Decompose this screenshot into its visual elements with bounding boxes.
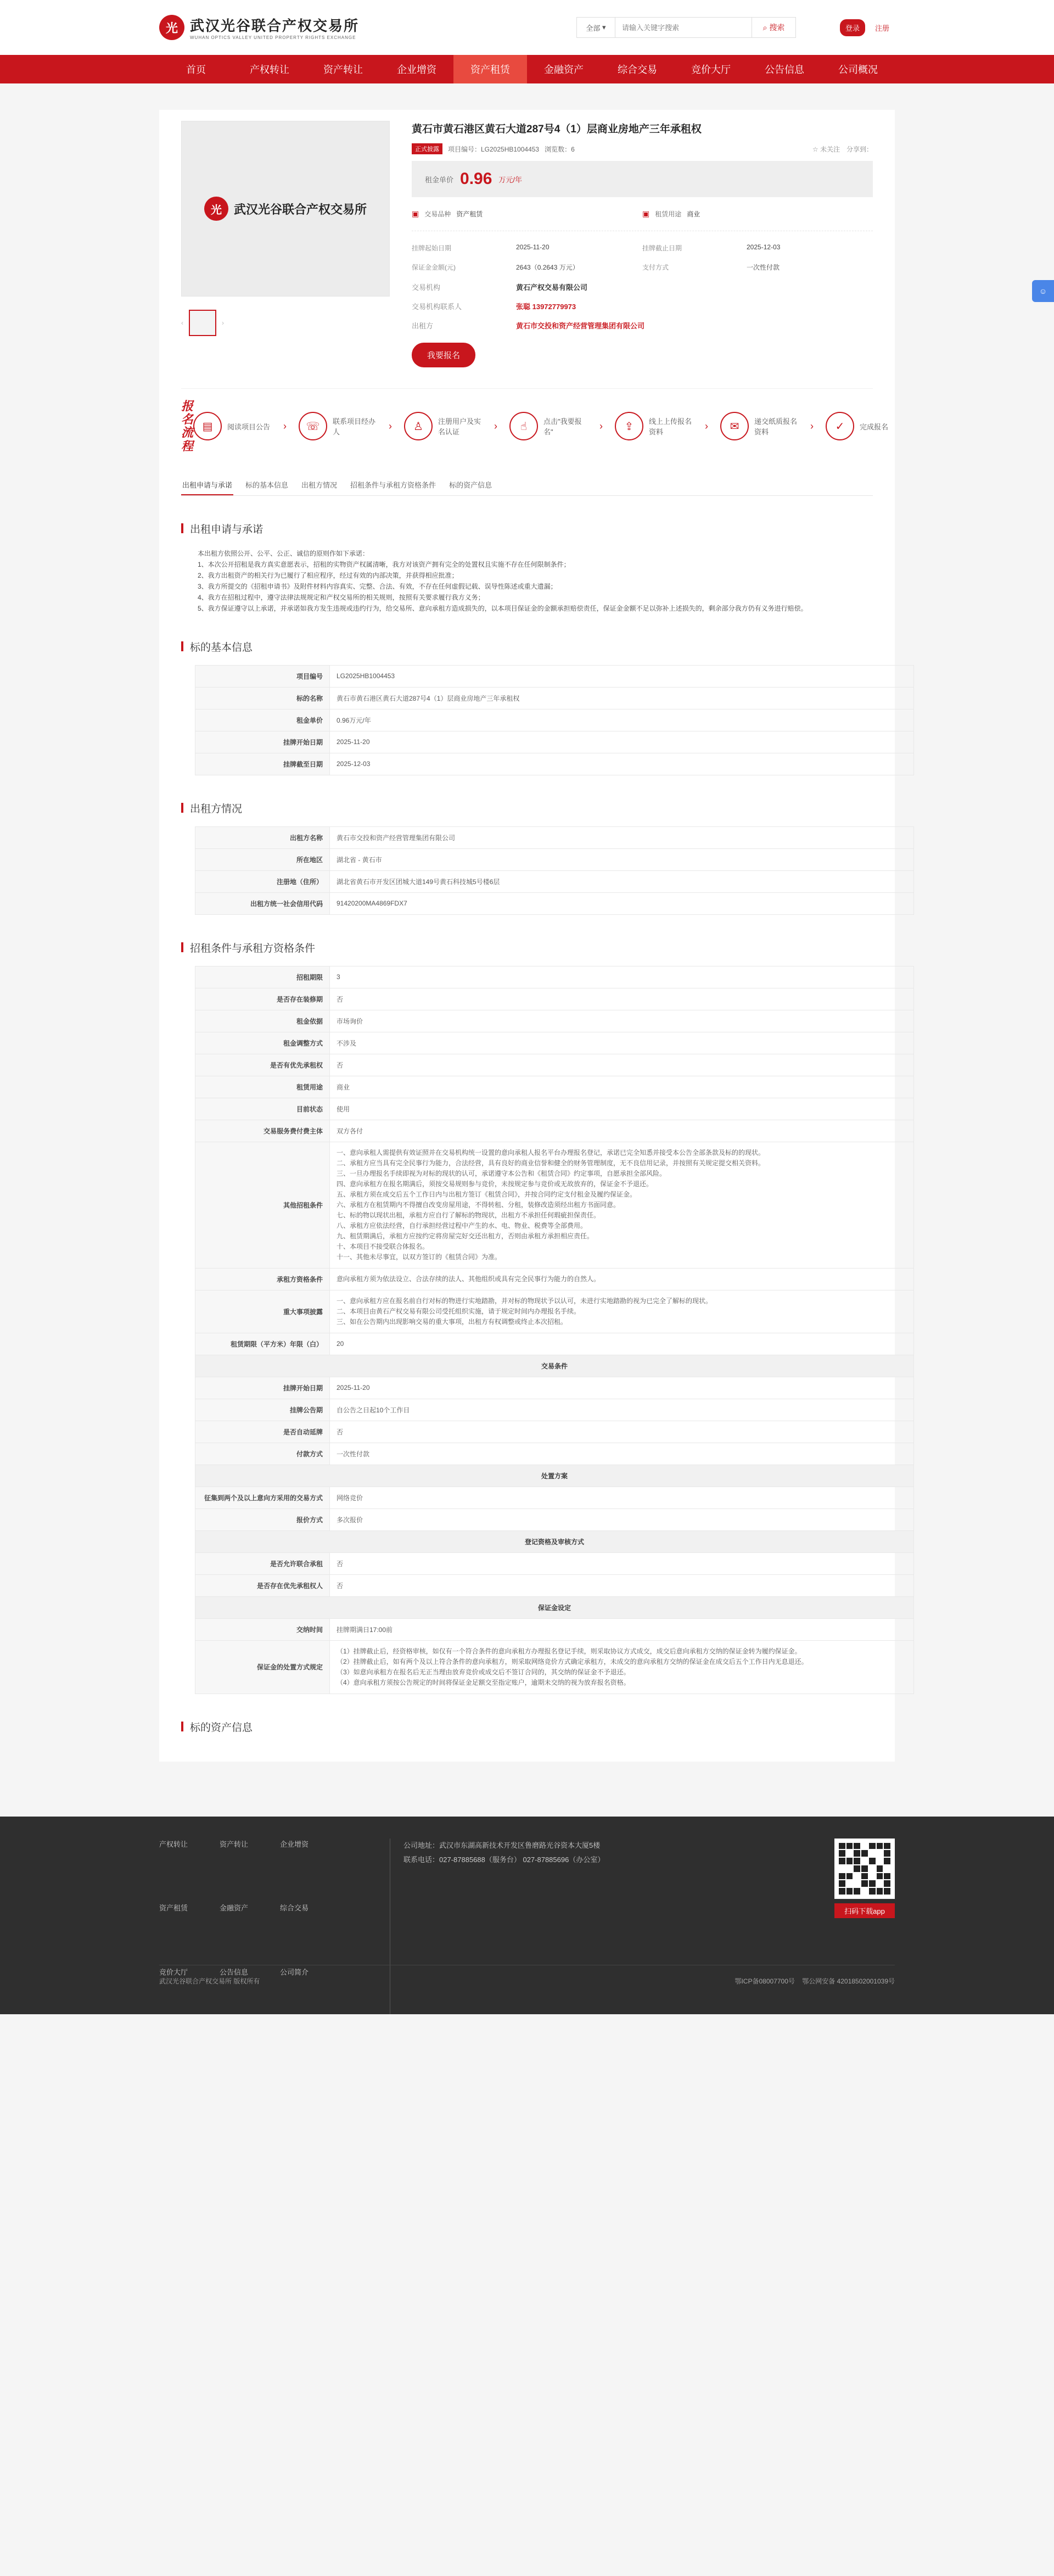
- row-value: 3: [330, 966, 914, 988]
- row-paragraph: （1）挂牌截止后，经资格审核，如仅有一个符合条件的意向承租方办理报名登记手续，则采取协议方式成交，成交后意向承租方交纳的保证金转为履约保证金。: [337, 1647, 801, 1655]
- field-label: 支付方式: [642, 264, 669, 271]
- row-value: 否: [330, 1552, 914, 1574]
- table-row: [195, 1098, 914, 1120]
- project-code: 项目编号：LG2025HB1004453: [448, 145, 540, 153]
- nav-item[interactable]: 综合交易: [618, 64, 657, 75]
- row-value: 20: [330, 1333, 914, 1355]
- image-gallery: [181, 121, 390, 367]
- project-main-image: [181, 121, 390, 297]
- table-group-header: 登记资格及审核方式: [195, 1530, 914, 1552]
- nav-item[interactable]: 公司概况: [838, 64, 878, 75]
- section-asset-info: [181, 1719, 873, 1734]
- register-button[interactable]: 注册: [870, 19, 895, 36]
- commitment-line: 本出租方依照公开、公平、公正、诚信的原则作如下承诺：: [198, 549, 369, 557]
- row-value: 市场询价: [330, 1010, 914, 1032]
- row-label: 租赁期限（平方米）年限（白）: [195, 1333, 330, 1355]
- field-value: 2643（0.2643 万元）: [516, 264, 579, 271]
- table-row: [195, 1054, 914, 1076]
- row-label: 是否存在装修期: [195, 988, 330, 1010]
- row-value: 双方各付: [330, 1120, 914, 1142]
- section-title: 出租方情况: [181, 801, 873, 815]
- row-label: 租赁用途: [195, 1076, 330, 1098]
- field-label: 挂牌起始日期: [412, 244, 452, 252]
- apply-button[interactable]: 我要报名: [412, 343, 475, 367]
- site-logo[interactable]: [159, 15, 359, 40]
- commitment-line: 1、本次公开招租是我方真实意愿表示，招租的实物资产权属清晰，我方对该资产拥有完全的处置权且实施不存在任何限制条件；: [198, 560, 570, 568]
- footer-link[interactable]: 综合交易: [280, 1904, 309, 1913]
- field-label: 保证金金额(元): [412, 264, 456, 271]
- image-logo-icon: 光: [204, 197, 228, 221]
- commitment-line: 2、我方出租资产的相关行为已履行了相应程序，经过有效的内部决策，并获得相应批准；: [198, 571, 458, 579]
- row-value: [330, 1142, 914, 1268]
- footer-phone: 联系电话：027-87885688（服务台） 027-87885696（办公室）: [403, 1855, 605, 1864]
- process-step-label: 线上上传报名资料: [649, 417, 692, 437]
- nav-item[interactable]: 竞价大厅: [691, 64, 731, 75]
- process-step: [615, 412, 693, 440]
- view-count: 浏览数：6: [545, 145, 575, 153]
- footer-link[interactable]: 公告信息: [220, 1968, 249, 1977]
- table-row: [195, 1399, 914, 1421]
- row-label: 保证金的处置方式规定: [195, 1640, 330, 1694]
- row-label: 付款方式: [195, 1443, 330, 1465]
- app-qr[interactable]: [834, 1839, 895, 2014]
- table-row: [195, 1010, 914, 1032]
- table-row: [195, 1290, 914, 1333]
- table-row: [195, 1640, 914, 1694]
- row-paragraph: 四、意向承租方在报名期满后，须按交易规则参与竞价，未按规定参与竞价或无故放弃的，保证金不予退还。: [337, 1180, 653, 1188]
- commitment-line: 4、我方在招租过程中，遵守法律法规规定和产权交易所的相关规则，按照有关要求履行我方义务；: [198, 593, 485, 601]
- row-paragraph: （2）挂牌截止后，如有两个及以上符合条件的意向承租方，则采取网络竞价方式确定承租方，未成交的意向承租方交纳的保证金在成交后五个工作日内无息退还。: [337, 1657, 808, 1666]
- share-label[interactable]: 分享到：: [846, 145, 873, 153]
- table-row: [195, 848, 914, 870]
- lessor-label: 出租方: [412, 322, 434, 330]
- process-step: [299, 412, 377, 440]
- footer-link[interactable]: 公司简介: [280, 1968, 309, 1977]
- row-label: 挂牌截至日期: [195, 753, 330, 775]
- row-label: 所在地区: [195, 848, 330, 870]
- footer-link[interactable]: 产权转让: [159, 1840, 188, 1848]
- process-step-icon: ☏: [299, 412, 327, 440]
- table-row: [195, 1377, 914, 1399]
- section-title: 出租申请与承诺: [181, 521, 873, 536]
- section-title: 标的基本信息: [181, 639, 873, 654]
- footer-link[interactable]: 资产租赁: [159, 1904, 188, 1913]
- gallery-thumbnail[interactable]: [189, 310, 216, 336]
- row-paragraph: 九、租赁期满后，承租方应按约定将房屋完好交还出租方，否则由承租方承担相应责任。: [337, 1232, 594, 1240]
- row-label: 招租期限: [195, 966, 330, 988]
- row-label: 是否自动延牌: [195, 1421, 330, 1443]
- row-label: 租金依据: [195, 1010, 330, 1032]
- row-paragraph: 二、承租方应当具有完全民事行为能力，合法经营，具有良好的商业信誉和健全的财务管理制度，无不良信用记录，并按照有关规定提交相关资料。: [337, 1159, 765, 1167]
- row-paragraph: 五、承租方须在成交后五个工作日内与出租方签订《租赁合同》，并按合同约定支付租金及履约保证金。: [337, 1190, 637, 1198]
- search-scope-select[interactable]: 全部 ▾: [577, 18, 615, 37]
- row-value: 2025-11-20: [330, 731, 914, 753]
- row-label: 承租方资格条件: [195, 1268, 330, 1290]
- row-label: 其他招租条件: [195, 1142, 330, 1268]
- table-header-row: [195, 1355, 914, 1377]
- table-row: [195, 1268, 914, 1290]
- logo-subtitle: WUHAN OPTICS VALLEY UNITED PROPERTY RIGHTS EXCHANGE: [190, 35, 356, 40]
- row-label: 出租方统一社会信用代码: [195, 892, 330, 914]
- table-row: [195, 870, 914, 892]
- project-info: [412, 121, 873, 367]
- row-paragraph: 十、本项目不接受联合体报名。: [337, 1242, 429, 1250]
- table-group-header: 保证金设定: [195, 1596, 914, 1618]
- section-basic-info: [181, 639, 873, 775]
- lessor-value[interactable]: 黄石市交投和资产经营管理集团有限公司: [516, 322, 645, 330]
- row-value: 不涉及: [330, 1032, 914, 1054]
- row-label: 标的名称: [195, 687, 330, 709]
- search-scope-value: 全部: [586, 24, 601, 32]
- table-header-row: [195, 1465, 914, 1487]
- price-box: [412, 161, 873, 197]
- process-step: [193, 412, 271, 440]
- row-paragraph: 三、一旦办理报名手续即视为对标的现状的认可，承诺遵守本公告和《租赁合同》约定事项，自愿承担全部风险。: [337, 1169, 666, 1177]
- tab-item[interactable]: 标的基本信息: [245, 480, 289, 489]
- table-header-row: [195, 1596, 914, 1618]
- row-label: 报价方式: [195, 1508, 330, 1530]
- table-row: [195, 1076, 914, 1098]
- org-value: 黄石产权交易有限公司: [516, 283, 588, 292]
- row-value: 黄石市黄石港区黄石大道287号4（1）层商业房地产三年承租权: [330, 687, 914, 709]
- table-row: [195, 1508, 914, 1530]
- row-value: 否: [330, 1054, 914, 1076]
- search-icon: ⌕: [763, 23, 767, 32]
- field-value: 2025-11-20: [516, 243, 550, 251]
- commitment-text: [181, 548, 873, 614]
- section-lessor: [181, 801, 873, 915]
- process-arrow-icon: ›: [389, 420, 393, 432]
- asset-type-label: 交易品种: [424, 210, 451, 218]
- row-value: 自公告之日起10个工作日: [330, 1399, 914, 1421]
- row-value: 多次报价: [330, 1508, 914, 1530]
- row-label: 租金单价: [195, 709, 330, 731]
- process-arrow-icon: ›: [283, 420, 287, 432]
- row-label: 是否有优先承租权: [195, 1054, 330, 1076]
- row-label: 征集到两个及以上意向方采用的交易方式: [195, 1487, 330, 1508]
- detail-tabs: [181, 475, 873, 496]
- row-value: [330, 1290, 914, 1333]
- asset-type-icon: ▣: [412, 209, 419, 218]
- row-paragraph: 七、标的物以现状出租，承租方应自行了解标的物现状，出租方不承担任何瑕疵担保责任。: [337, 1211, 601, 1219]
- commitment-line: 3、我方所提交的《招租申请书》及附件材料内容真实、完整、合法、有效，不存在任何虚假记载、误导性陈述或重大遗漏；: [198, 582, 557, 590]
- use-icon: ▣: [642, 209, 650, 218]
- contact-value: 张聪 13972779973: [516, 303, 576, 311]
- table-row: [195, 1443, 914, 1465]
- tab-item[interactable]: 出租方情况: [301, 480, 338, 489]
- section-commitment: [181, 521, 873, 614]
- search-button-label: 搜索: [769, 23, 785, 32]
- row-paragraph: 三、如在公告期内出现影响交易的重大事项，出租方有权调整或终止本次招租。: [337, 1317, 568, 1326]
- org-label: 交易机构: [412, 283, 441, 292]
- process-step: [720, 412, 798, 440]
- process-step-icon: ☝: [509, 412, 538, 440]
- table-row: [195, 1333, 914, 1355]
- row-value: 91420200MA4869FDX7: [330, 892, 914, 914]
- commitment-line: 5、我方保证遵守以上承诺，并承诺如我方发生违规或违约行为，给交易所、意向承租方造成损失的，以本项目保证金的金额承担赔偿责任，保证金金额不足以弥补上述损失的，剩余部分我方仍有义务进行赔偿。: [198, 604, 808, 612]
- project-card: [159, 110, 895, 1762]
- row-paragraph: （3）如意向承租方在报名后无正当理由放弃竞价或成交后不签订合同的，其交纳的保证金不予退还。: [337, 1668, 630, 1676]
- image-logo-title: 武汉光谷联合产权交易所: [233, 202, 367, 216]
- row-paragraph: 二、本项目由黄石产权交易有限公司受托组织实施，请于规定时间内办理报名手续。: [337, 1307, 581, 1315]
- table-row: [195, 826, 914, 848]
- project-title: 黄石市黄石港区黄石大道287号4（1）层商业房地产三年承租权: [412, 124, 702, 135]
- row-paragraph: 一、意向承租方应在报名前自行对标的物进行实地踏勘，并对标的物现状予以认可，未进行实地踏勘的视为已完全了解标的现状。: [337, 1297, 713, 1305]
- search-bar: [576, 17, 796, 38]
- search-input[interactable]: [615, 18, 752, 37]
- table-row: [195, 1032, 914, 1054]
- process-step-icon: ▤: [193, 412, 222, 440]
- row-label: 项目编号: [195, 665, 330, 687]
- nav-item[interactable]: 产权转让: [250, 64, 289, 75]
- footer-info: [390, 1839, 834, 2014]
- row-value: 使用: [330, 1098, 914, 1120]
- contact-label: 交易机构联系人: [412, 303, 462, 311]
- status-badge: 正式披露: [412, 143, 442, 154]
- row-value: 网络竞价: [330, 1487, 914, 1508]
- field-value: 一次性付款: [747, 264, 780, 271]
- row-value: 黄石市交投和资产经营管理集团有限公司: [330, 826, 914, 848]
- table-row: [195, 753, 914, 775]
- field-label: 挂牌截止日期: [642, 244, 682, 252]
- row-label: 交纳时间: [195, 1618, 330, 1640]
- nav-item[interactable]: 资产租赁: [453, 55, 527, 83]
- row-value: 0.96万元/年: [330, 709, 914, 731]
- footer-address: 公司地址：武汉市东湖高新技术开发区鲁磨路光谷资本大厦5楼: [403, 1841, 601, 1849]
- table-row: [195, 988, 914, 1010]
- row-paragraph: 六、承租方在租赁期内不得擅自改变房屋用途，不得转租、分租，装修改造须经出租方书面同意。: [337, 1200, 620, 1209]
- process-step: [509, 412, 587, 440]
- row-label: 是否存在优先承租权人: [195, 1574, 330, 1596]
- row-paragraph: （4）意向承租方须按公告规定的时间将保证金足额交至指定账户，逾期未交纳的视为放弃报名资格。: [337, 1678, 630, 1686]
- row-value: 商业: [330, 1076, 914, 1098]
- contact-info: [412, 282, 873, 331]
- table-row: [195, 665, 914, 687]
- footer-links: [159, 1839, 390, 2014]
- police-record[interactable]: 鄂公网安备 42018502001039号: [802, 1977, 895, 1985]
- process-step-icon: ♙: [404, 412, 433, 440]
- row-label: 注册地（住所）: [195, 870, 330, 892]
- process-step-label: 递交纸质报名资料: [754, 417, 798, 437]
- project-fields: [412, 243, 873, 272]
- table-header-row: [195, 1530, 914, 1552]
- process-step-label: 联系项目经办人: [333, 417, 376, 437]
- row-value: 意向承租方须为依法设立、合法存续的法人、其他组织或具有完全民事行为能力的自然人。: [330, 1268, 914, 1290]
- footer-link[interactable]: 资产转让: [220, 1840, 249, 1848]
- row-label: 重大事项披露: [195, 1290, 330, 1333]
- qr-download-label: 扫码下载app: [834, 1903, 895, 1918]
- section-title: 招租条件与承租方资格条件: [181, 940, 873, 955]
- table-row: [195, 1142, 914, 1268]
- price-unit: 万元/年: [498, 175, 523, 184]
- row-paragraph: 八、承租方应依法经营，自行承担经营过程中产生的水、电、物业、税费等全部费用。: [337, 1221, 587, 1230]
- price-label: 租金单价: [425, 175, 454, 184]
- row-value: 否: [330, 988, 914, 1010]
- row-value: [330, 1640, 914, 1694]
- registration-process: [181, 388, 889, 464]
- gallery-prev-icon[interactable]: ‹: [181, 319, 183, 327]
- row-label: 目前状态: [195, 1098, 330, 1120]
- table-row: [195, 1120, 914, 1142]
- row-label: 挂牌开始日期: [195, 731, 330, 753]
- row-value: 一次性付款: [330, 1443, 914, 1465]
- footer-link[interactable]: 金融资产: [220, 1904, 249, 1913]
- nav-item[interactable]: 公告信息: [765, 64, 804, 75]
- copyright: 武汉光谷联合产权交易所 版权所有: [159, 1977, 260, 1985]
- process-step-icon: ✉: [720, 412, 749, 440]
- process-arrow-icon: ›: [705, 420, 709, 432]
- row-paragraph: 一、意向承租人需提供有效证照并在交易机构统一设置的意向承租人报名平台办理报名登记，承诺已完全知悉并接受本公告全部条款及标的的现状。: [337, 1148, 765, 1156]
- process-step-label: 阅读项目公告: [227, 422, 271, 431]
- process-step-icon: ✓: [826, 412, 854, 440]
- row-label: 是否允许联合承租: [195, 1552, 330, 1574]
- process-arrow-icon: ›: [599, 420, 603, 432]
- row-label: 挂牌开始日期: [195, 1377, 330, 1399]
- table-row: [195, 1421, 914, 1443]
- row-value: 否: [330, 1574, 914, 1596]
- row-value: 否: [330, 1421, 914, 1443]
- nav-item[interactable]: 资产转让: [323, 64, 363, 75]
- row-label: 出租方名称: [195, 826, 330, 848]
- tab-item[interactable]: 出租申请与承诺: [181, 475, 233, 495]
- table-row: [195, 1552, 914, 1574]
- footer-link[interactable]: 企业增资: [280, 1840, 309, 1848]
- row-value: 2025-11-20: [330, 1377, 914, 1399]
- asset-type-value: 资产租赁: [456, 210, 483, 218]
- process-arrow-icon: ›: [494, 420, 498, 432]
- gallery-next-icon[interactable]: ›: [222, 319, 224, 327]
- section-conditions: [181, 940, 873, 1694]
- qr-code-icon: [834, 1839, 895, 1899]
- process-title: 报名流程: [181, 399, 194, 453]
- customer-service-icon[interactable]: ☺: [1032, 280, 1054, 302]
- row-value: 湖北省 - 黄石市: [330, 848, 914, 870]
- table-row: [195, 1487, 914, 1508]
- search-button[interactable]: [752, 18, 795, 37]
- process-step-label: 点击"我要报名": [543, 417, 582, 437]
- table-row: [195, 966, 914, 988]
- footer: [0, 1817, 1054, 2014]
- use-value: 商业: [687, 210, 700, 218]
- field-value: 2025-12-03: [747, 243, 781, 251]
- process-step: [826, 412, 904, 440]
- use-label: 租赁用途: [655, 210, 682, 218]
- nav-item[interactable]: 金融资产: [544, 64, 584, 75]
- table-row: [195, 687, 914, 709]
- row-value: 挂牌期满日17:00前: [330, 1618, 914, 1640]
- footer-link[interactable]: 竞价大厅: [159, 1968, 188, 1977]
- table-row: [195, 731, 914, 753]
- section-title: 标的资产信息: [181, 1719, 873, 1734]
- follow-button[interactable]: ☆ 未关注: [812, 145, 840, 153]
- logo-mark-icon: 光: [159, 15, 184, 40]
- table-row: [195, 1574, 914, 1596]
- nav-item[interactable]: 首页: [186, 64, 206, 75]
- tab-item[interactable]: 招租条件与承租方资格条件: [350, 480, 436, 489]
- row-paragraph: 十一、其他未尽事宜，以双方签订的《租赁合同》为准。: [337, 1253, 502, 1261]
- logo-title: 武汉光谷联合产权交易所: [190, 18, 360, 34]
- nav-item[interactable]: 企业增资: [397, 64, 436, 75]
- table-group-header: 交易条件: [195, 1355, 914, 1377]
- table-group-header: 处置方案: [195, 1465, 914, 1487]
- main-nav: [0, 55, 1054, 83]
- process-step: [404, 412, 482, 440]
- top-header: [0, 0, 1054, 55]
- table-row: [195, 709, 914, 731]
- process-step-icon: ⇪: [615, 412, 643, 440]
- row-label: 租金调整方式: [195, 1032, 330, 1054]
- price-value: 0.96: [460, 170, 492, 188]
- login-button[interactable]: 登录: [840, 19, 865, 36]
- table-row: [195, 1618, 914, 1640]
- tab-item[interactable]: 标的资产信息: [449, 480, 492, 489]
- row-value: LG2025HB1004453: [330, 665, 914, 687]
- table-row: [195, 892, 914, 914]
- row-value: 2025-12-03: [330, 753, 914, 775]
- row-label: 交易服务费付费主体: [195, 1120, 330, 1142]
- process-arrow-icon: ›: [810, 420, 814, 432]
- icp-number[interactable]: 鄂ICP备08007700号: [735, 1977, 795, 1985]
- row-value: 湖北省黄石市开发区团城大道149号黄石科技城5号楼6层: [330, 870, 914, 892]
- process-step-label: 完成报名: [860, 422, 889, 431]
- row-label: 挂牌公告期: [195, 1399, 330, 1421]
- process-step-label: 注册用户及实名认证: [438, 417, 481, 437]
